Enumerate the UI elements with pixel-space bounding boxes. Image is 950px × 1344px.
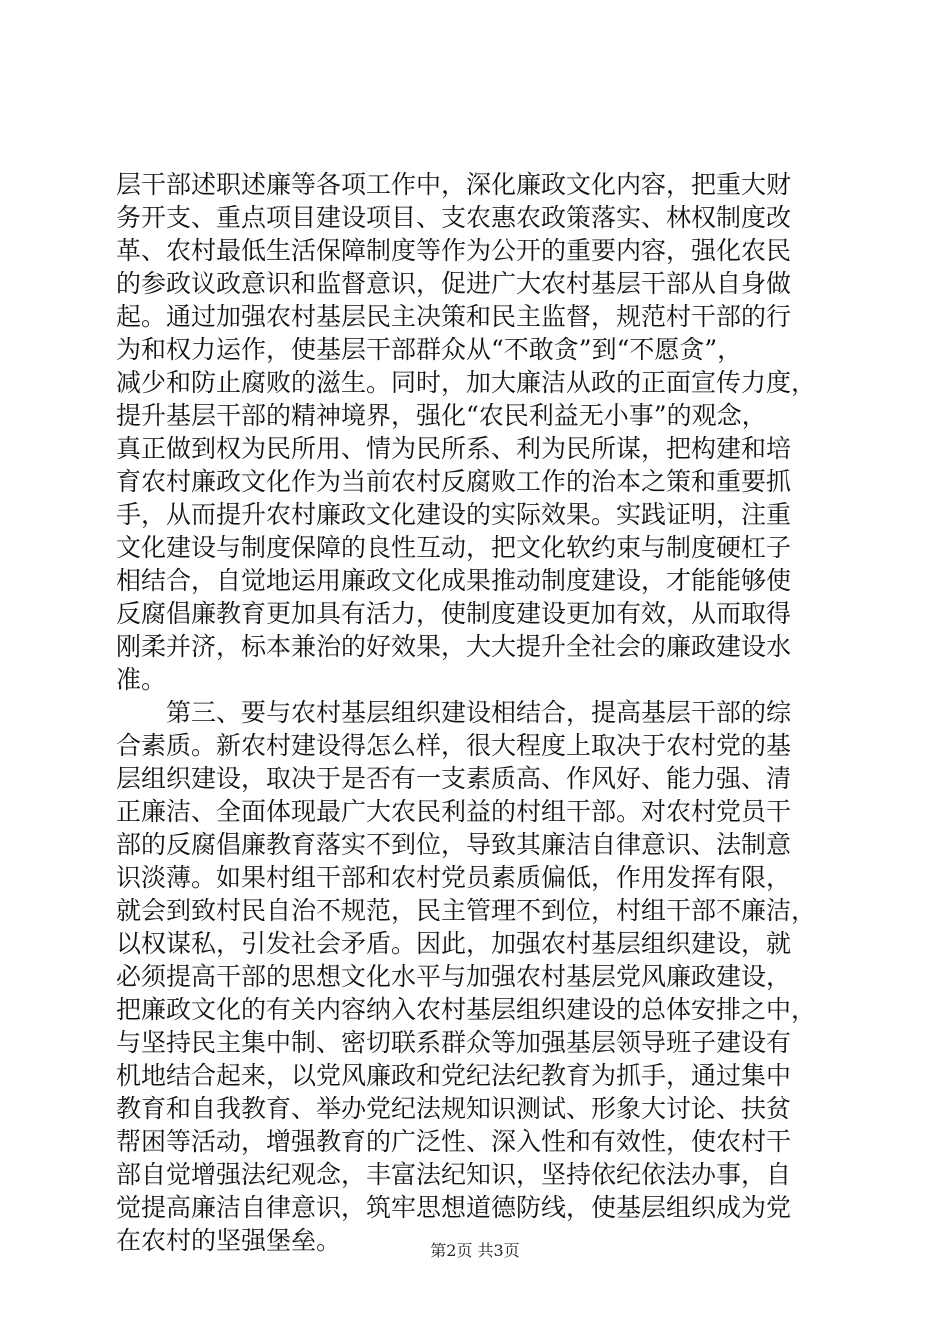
text-line: 与坚持民主集中制、密切联系群众等加强基层领导班子建设有 [116,1028,792,1057]
text-line: 反腐倡廉教育更加具有活力，使制度建设更加有效，从而取得 [116,599,792,628]
text-line: 刚柔并济，标本兼治的好效果，大大提升全社会的廉政建设水 [116,632,792,661]
text-line: 帮困等活动，增强教育的广泛性、深入性和有效性，使农村干 [116,1127,792,1156]
text-line: 识淡薄。如果村组干部和农村党员素质偏低，作用发挥有限， [116,863,792,892]
text-line: 准。 [116,665,167,694]
text-line: 在农村的坚强堡垒。 [116,1226,342,1255]
text-line: 为和权力运作，使基层干部群众从“不敢贪”到“不愿贪”， [116,335,743,364]
text-line: 起。通过加强农村基层民主决策和民主监督，规范村干部的行 [116,302,792,331]
text-line: 育农村廉政文化作为当前农村反腐败工作的治本之策和重要抓 [116,467,792,496]
text-line: 手，从而提升农村廉政文化建设的实际效果。实践证明，注重 [116,500,792,529]
text-line: 层组织建设，取决于是否有一支素质高、作风好、能力强、清 [116,764,792,793]
text-line: 第三、要与农村基层组织建设相结合，提高基层干部的综 [116,698,792,727]
text-line: 层干部述职述廉等各项工作中，深化廉政文化内容，把重大财 [116,170,792,199]
text-line: 觉提高廉洁自律意识，筑牢思想道德防线，使基层组织成为党 [116,1193,792,1222]
text-line: 务开支、重点项目建设项目、支农惠农政策落实、林权制度改 [116,203,792,232]
text-line: 把廉政文化的有关内容纳入农村基层组织建设的总体安排之中， [116,995,817,1024]
text-line: 真正做到权为民所用、情为民所系、利为民所谋，把构建和培 [116,434,792,463]
text-line: 正廉洁、全面体现最广大农民利益的村组干部。对农村党员干 [116,797,792,826]
text-line: 必须提高干部的思想文化水平与加强农村基层党风廉政建设， [116,962,792,991]
text-line: 机地结合起来，以党风廉政和党纪法纪教育为抓手，通过集中 [116,1061,792,1090]
text-line: 部自觉增强法纪观念，丰富法纪知识，坚持依纪依法办事，自 [116,1160,792,1189]
body-text [116,168,856,1257]
text-line: 合素质。新农村建设得怎么样，很大程度上取决于农村党的基 [116,731,792,760]
text-line: 以权谋私，引发社会矛盾。因此，加强农村基层组织建设，就 [116,929,792,958]
text-line: 教育和自我教育、举办党纪法规知识测试、形象大讨论、扶贫 [116,1094,792,1123]
text-line: 部的反腐倡廉教育落实不到位，导致其廉洁自律意识、法制意 [116,830,792,859]
text-line: 减少和防止腐败的滋生。同时，加大廉洁从政的正面宣传力度， [116,368,817,397]
text-line: 的参政议政意识和监督意识，促进广大农村基层干部从自身做 [116,269,792,298]
text-line: 相结合，自觉地运用廉政文化成果推动制度建设，才能能够使 [116,566,792,595]
text-line: 文化建设与制度保障的良性互动，把文化软约束与制度硬杠子 [116,533,792,562]
text-line: 提升基层干部的精神境界，强化“农民利益无小事”的观念， [116,401,767,430]
text-line: 革、农村最低生活保障制度等作为公开的重要内容，强化农民 [116,236,792,265]
page-number-footer: 第2页 共3页 [430,1241,520,1260]
text-line: 就会到致村民自治不规范，民主管理不到位，村组干部不廉洁， [116,896,817,925]
